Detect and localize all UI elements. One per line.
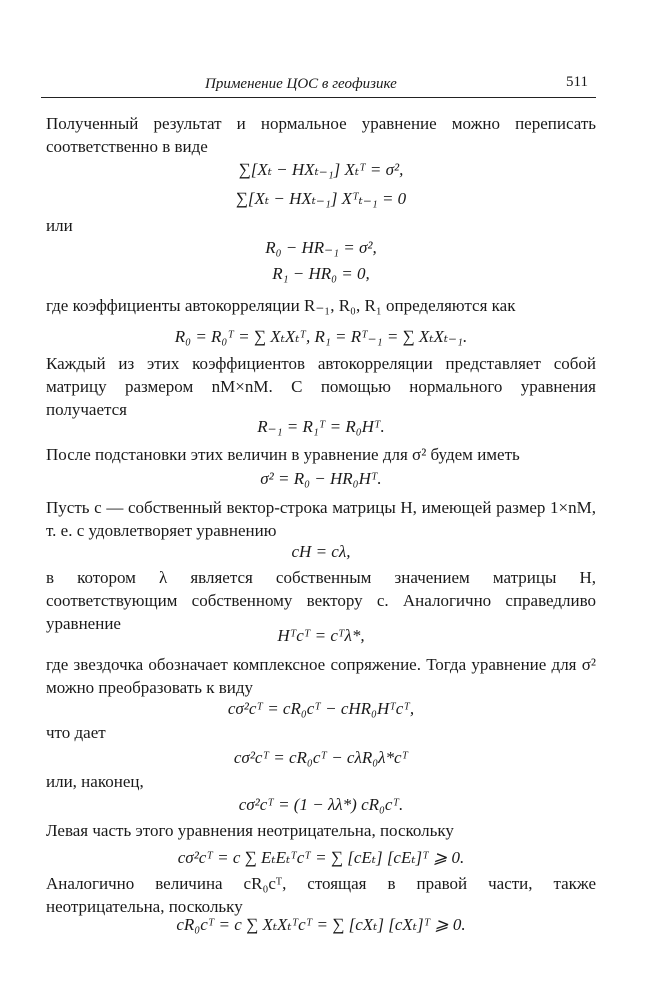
paragraph-7: в котором λ является собственным значением матрицы H, соответствующим собственному вектору c. Аналогично справедливо уравнение: [46, 568, 596, 633]
equation-10: cσ²cᵀ = (1 − λλ*) cR₀cᵀ.: [238, 795, 404, 814]
equation-12: cR₀cᵀ = c ∑ XₜXₜᵀcᵀ = ∑ [cXₜ] [cXₜ]ᵀ ⩾ 0.: [176, 915, 466, 934]
equation-9: cσ²cᵀ = cR₀cᵀ − cλR₀λ*cᵀ: [233, 748, 409, 767]
equation-2a: R₀ − HR₋₁ = σ²,: [265, 238, 377, 257]
equation-3: R₀ = R₀ᵀ = ∑ XₜXₜᵀ, R₁ = Rᵀ₋₁ = ∑ XₜXₜ₋₁.: [174, 327, 468, 346]
equation-1a: ∑[Xₜ − HXₜ₋₁] Xₜᵀ = σ²,: [238, 160, 404, 179]
equation-5: σ² = R₀ − HR₀Hᵀ.: [260, 469, 382, 488]
paragraph-9: что дает: [46, 723, 106, 742]
paragraph-3: где коэффициенты автокорреляции R₋₁, R₀, R₁ определяются как: [46, 296, 516, 315]
equation-1b: ∑[Xₜ − HXₜ₋₁] Xᵀₜ₋₁ = 0: [235, 189, 407, 208]
page-number: 511: [566, 74, 588, 90]
header-rule: [41, 97, 596, 98]
equation-7: Hᵀcᵀ = cᵀλ*,: [277, 626, 365, 645]
equation-11: cσ²cᵀ = c ∑ EₜEₜᵀcᵀ = ∑ [cEₜ] [cEₜ]ᵀ ⩾ 0.: [177, 848, 465, 867]
paragraph-6: Пусть c — собственный вектор-строка матрицы H, имеющей размер 1×nM, т. е. c удовлетворяет уравнению: [46, 498, 596, 540]
paragraph-5: После подстановки этих величин в уравнение для σ² будем иметь: [46, 445, 520, 464]
equation-4: R₋₁ = R₁ᵀ = R₀Hᵀ.: [257, 417, 385, 436]
paragraph-2: или: [46, 216, 73, 235]
running-title: Применение ЦОС в геофизике: [205, 76, 397, 92]
equation-6: cH = cλ,: [291, 542, 351, 561]
paragraph-10: или, наконец,: [46, 772, 144, 791]
paragraph-11: Левая часть этого уравнения неотрицательна, поскольку: [46, 821, 454, 840]
paragraph-8: где звездочка обозначает комплексное сопряжение. Тогда уравнение для σ² можно преобразовать к виду: [46, 655, 596, 697]
equation-8: cσ²cᵀ = cR₀cᵀ − cHR₀Hᵀcᵀ,: [227, 699, 415, 718]
paragraph-4: Каждый из этих коэффициентов автокорреляции представляет собой матрицу размером nM×nM. С помощью нормального уравнения получается: [46, 354, 596, 419]
equation-2b: R₁ − HR₀ = 0,: [272, 264, 370, 283]
paragraph-12: Аналогично величина cR₀cᵀ, стоящая в правой части, также неотрицательна, поскольку: [46, 874, 596, 916]
paragraph-1: Полученный результат и нормальное уравнение можно переписать соответственно в виде: [46, 114, 596, 156]
